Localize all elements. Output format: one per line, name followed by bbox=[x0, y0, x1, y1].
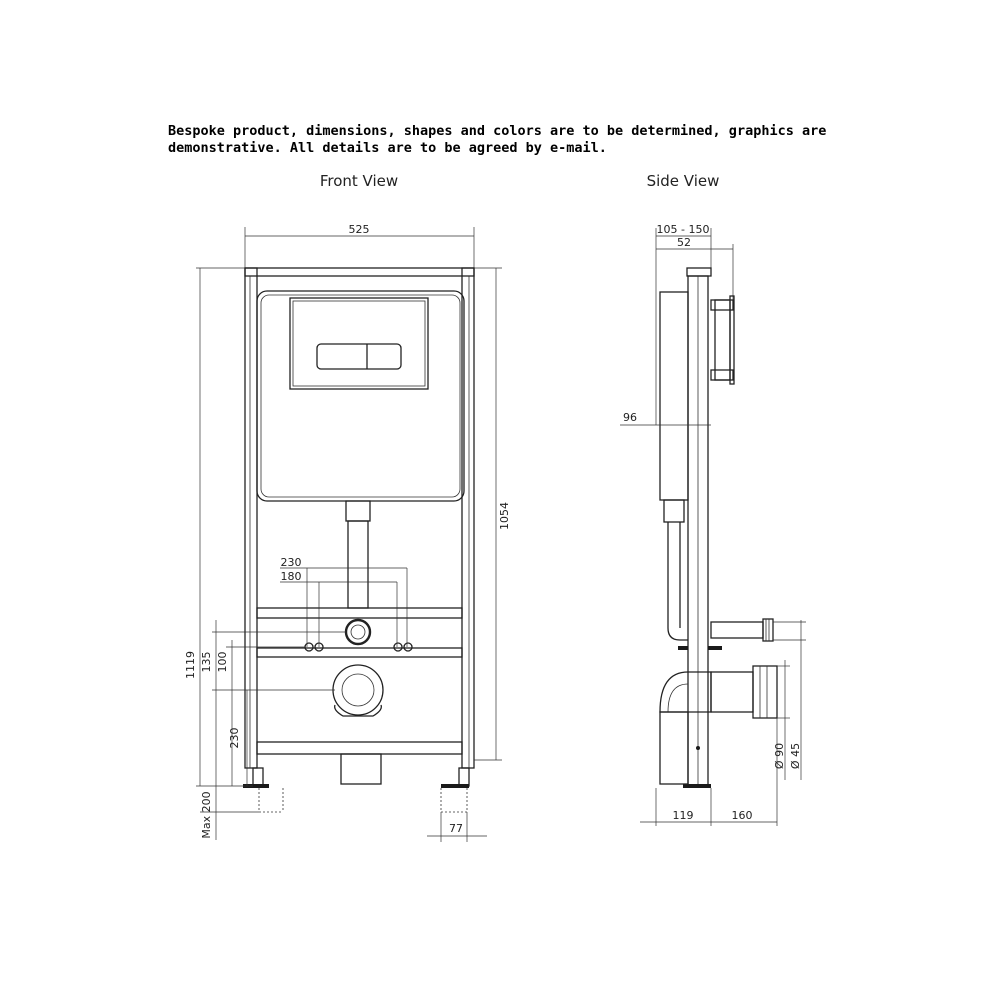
feed-outer-label: 230 bbox=[280, 556, 302, 569]
drain-bend bbox=[660, 666, 777, 784]
side-view-title: Side View bbox=[646, 172, 720, 190]
dia90-label: Ø 90 bbox=[773, 742, 786, 770]
dim-height-1054 bbox=[474, 268, 511, 760]
feed-inner-label: 180 bbox=[280, 570, 302, 583]
height-total-label: 1119 bbox=[184, 651, 197, 679]
side-pipe bbox=[668, 522, 688, 640]
notice-line-1: Bespoke product, dimensions, shapes and colors are to be determined, graphics are bbox=[168, 123, 827, 139]
drain-outlet bbox=[333, 665, 383, 784]
height-135-label: 135 bbox=[200, 651, 213, 673]
flush-outlet-pipe bbox=[678, 619, 773, 650]
front-view bbox=[184, 172, 511, 842]
feet bbox=[243, 768, 469, 812]
dia45-label: Ø 45 bbox=[789, 742, 802, 770]
dim-foot-77 bbox=[427, 812, 487, 842]
d119-label: 119 bbox=[672, 809, 694, 822]
side-view bbox=[620, 172, 806, 826]
dim-feed-spacing bbox=[280, 556, 407, 647]
side-flush-plate bbox=[711, 296, 734, 384]
cistern bbox=[257, 291, 464, 501]
dim-side-top bbox=[656, 223, 733, 425]
dim-width-525 bbox=[245, 223, 474, 268]
height-230-label: 230 bbox=[228, 727, 241, 749]
d160-label: 160 bbox=[731, 809, 753, 822]
dim-diameters bbox=[773, 620, 806, 780]
side-cistern bbox=[660, 292, 688, 522]
depth-range-label: 105 - 150 bbox=[656, 223, 710, 236]
side-frame bbox=[683, 268, 711, 788]
d52-label: 52 bbox=[677, 236, 691, 249]
width-label: 525 bbox=[348, 223, 370, 236]
flush-plate bbox=[290, 298, 428, 389]
height-frame-label: 1054 bbox=[498, 502, 511, 530]
max-200-label: Max 200 bbox=[200, 791, 213, 839]
notice-line-2: demonstrative. All details are to be agreed by e-mail. bbox=[168, 140, 607, 156]
d96-label: 96 bbox=[623, 411, 637, 424]
height-100-label: 100 bbox=[216, 651, 229, 673]
down-pipe bbox=[346, 501, 370, 644]
front-view-title: Front View bbox=[319, 172, 399, 190]
foot-77-label: 77 bbox=[449, 822, 463, 835]
dim-96 bbox=[620, 411, 711, 425]
